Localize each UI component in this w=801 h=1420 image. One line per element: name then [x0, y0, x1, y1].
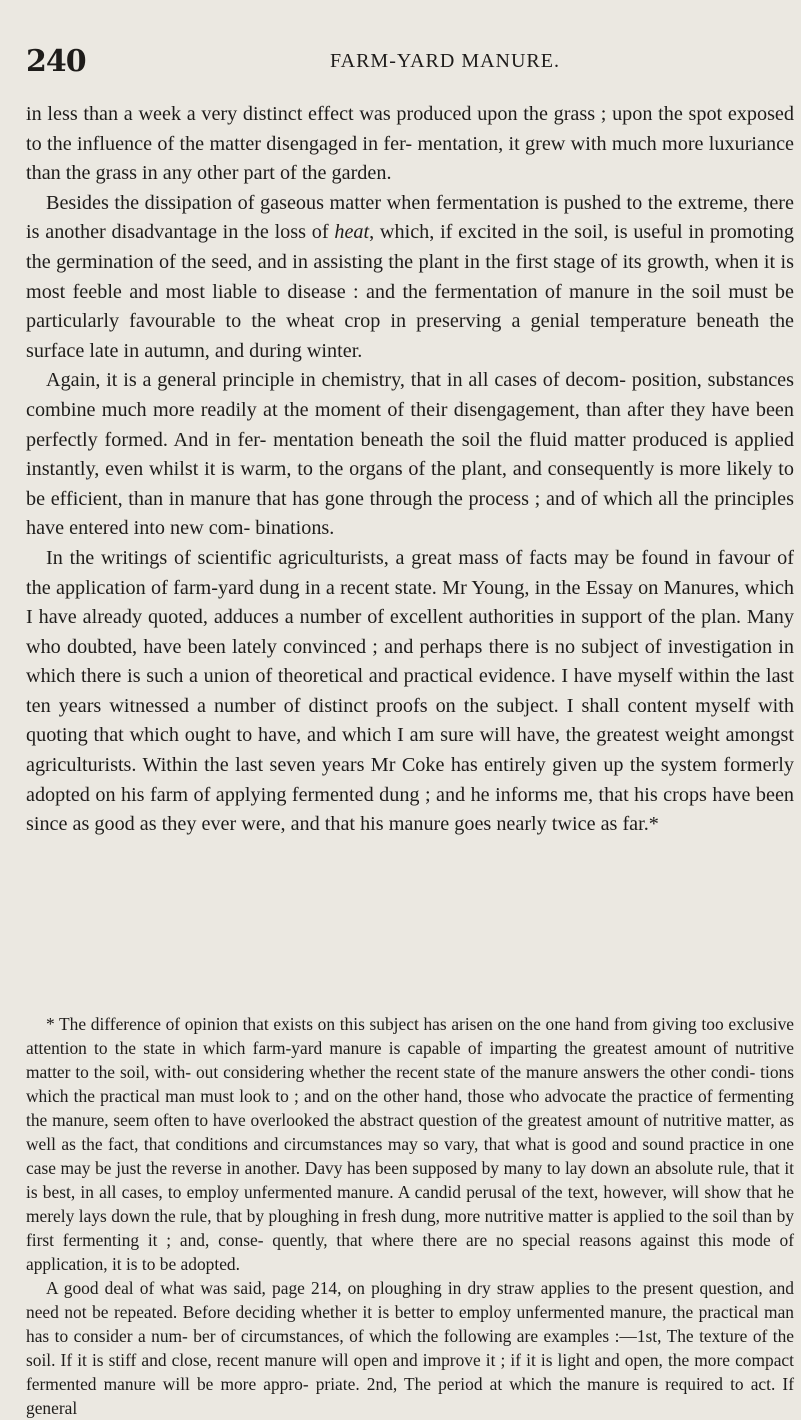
paragraph-2-end: , which, if excited in the soil, is useful in promoting the germination of the seed, and in assisting the plant in the first stage of its growth, when it is most feeble and most liable to disease : and the fermentation of manure in the soil must be particularly favourable to the wheat crop in preserving a genial temperature beneath the surface late in autumn, and during winter.: [26, 221, 794, 362]
paragraph-2-start: Besides the dissipation of gaseous matter when fermentation is pushed to the extreme, there is another disadvantage in the loss of: [26, 191, 794, 244]
main-text: [26, 100, 794, 840]
page-number: 240: [26, 44, 86, 79]
paragraph-4: In the writings of scientific agriculturists, a great mass of facts may be found in favour of the application of farm-yard dung in a recent state. Mr Young, in the Essay on Manures, which I have already quoted, adduces a number of excellent authorities in support of the plan. Many who doubted, have been lately convinced ; and perhaps there is no subject of investigation in which there is such a union of theoretical and practical evidence. I have myself within the last ten years witnessed a number of distinct proofs on the subject. I shall content myself with quoting that which ought to have, and which I am sure will have, the greatest weight amongst agriculturists. Within the last seven years Mr Coke has entirely given up the system formerly adopted on his farm of applying fermented dung ; and he informs me, that his crops have been since as good as they ever were, and that his manure goes nearly twice as far.*: [26, 546, 794, 836]
paragraph-1: in less than a week a very distinct effect was produced upon the grass ; upon the spot exposed to the influence of the matter disengaged in fer- mentation, it grew with much more luxuriance than the grass in any other part of the garden.: [26, 103, 794, 185]
paragraph-2: [26, 189, 794, 367]
footnote-1: * The difference of opinion that exists on this subject has arisen on the one hand from giving too exclusive attention to the state in which farm-yard manure is capable of imparting the greatest amount of nutritive matter to the soil, with- out considering whether the recent state of the manure answers the other condi- tions which the practical man must look to ; and on the other hand, those who advocate the practice of fermenting the manure, seem often to have overlooked the abstract question of the greatest amount of nutritive matter, as well as the fact, that conditions and circumstances may so vary, that what is good and sound practice in one case may be just the reverse in another. Davy has been supposed by many to lay down an absolute rule, that it is best, in all cases, to employ unfermented manure. A candid perusal of the text, however, will show that he merely lays down the rule, that by ploughing in fresh dung, more nutritive matter is applied to the soil than by first fermenting it ; and, conse- quently, that where there are no special reasons against this mode of application, it is to be adopted.: [26, 1014, 794, 1274]
footnotes: [26, 1012, 794, 1420]
italic-heat: heat: [334, 221, 370, 244]
page-header: [26, 44, 796, 88]
paragraph-3: Again, it is a general principle in chemistry, that in all cases of decom- position, substances combine much more readily at the moment of their disengagement, than after they have been perfectly formed. And in fer- mentation beneath the soil the fluid matter produced is applied instantly, even whilst it is warm, to the organs of the plant, and consequently is more likely to be efficient, than in manure that has gone through the process ; and of which all the principles have entered into new com- binations.: [26, 369, 794, 540]
footnote-2: A good deal of what was said, page 214, on ploughing in dry straw applies to the present question, and need not be repeated. Before deciding whether it is better to employ unfermented manure, the practical man has to consider a num- ber of circumstances, of which the following are examples :—1st, The texture of the soil. If it is stiff and close, recent manure will open and improve it ; if it is light and open, the more compact fermented manure will be more appro- priate. 2nd, The period at which the manure is required to act. If general: [26, 1278, 794, 1418]
running-head: FARM-YARD MANURE.: [330, 50, 560, 72]
